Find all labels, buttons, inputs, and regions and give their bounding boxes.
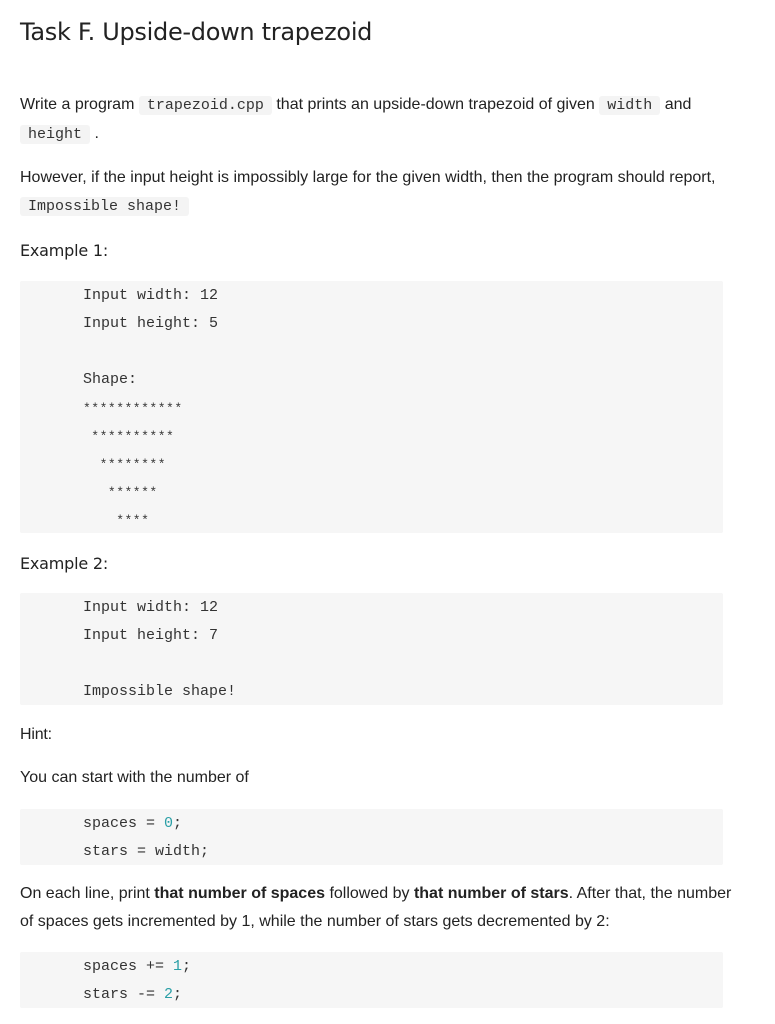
example2-input-height: Input height: 7 <box>83 627 219 644</box>
hint-codeblock <box>20 809 723 865</box>
update-codeblock <box>20 952 723 1008</box>
code-number: 0 <box>164 815 174 832</box>
intro-end: . <box>94 125 99 142</box>
height-code: height <box>20 125 90 144</box>
code-var: spaces <box>83 958 138 975</box>
each-line-paragraph <box>20 880 740 936</box>
impossible-code: Impossible shape! <box>20 197 189 216</box>
example1-input-height: Input height: 5 <box>83 315 219 332</box>
shape-row: **** <box>83 513 150 528</box>
code-semicolon: ; <box>182 958 192 975</box>
width-code: width <box>599 96 660 115</box>
intro-text-2: that prints an upside-down trapezoid of given <box>276 96 595 113</box>
intro-and: and <box>664 96 692 113</box>
code-op: = <box>137 815 165 832</box>
each-line-bold-2: that number of stars <box>413 885 569 902</box>
shape-row: ************ <box>83 401 183 416</box>
hint-label: Hint: <box>20 726 52 743</box>
code-op: += <box>137 958 174 975</box>
code-var: stars <box>83 986 129 1003</box>
intro-text-1: Write a program <box>20 96 135 113</box>
example1-label: Example 1: <box>20 241 109 260</box>
example2-label: Example 2: <box>20 554 109 573</box>
shape-row: ******** <box>83 457 167 472</box>
code-op: -= <box>128 986 165 1003</box>
code-line-stars-update <box>83 986 182 1003</box>
however-text: However, if the input height is impossibly large for the given width, then the program should report, <box>20 169 716 186</box>
code-line-spaces-update <box>83 958 191 975</box>
code-line-spaces-init <box>83 815 182 832</box>
example1-input-width: Input width: 12 <box>83 287 219 304</box>
example2-input-width: Input width: 12 <box>83 599 219 616</box>
code-semicolon: ; <box>173 986 183 1003</box>
example1-codeblock <box>20 281 723 533</box>
page-title: Task F. Upside-down trapezoid <box>20 18 373 46</box>
each-line-text-1: On each line, print <box>20 885 155 902</box>
each-line-bold-1: that number of spaces <box>154 885 325 902</box>
each-line-text-2: followed by <box>325 885 414 902</box>
intro-paragraph <box>20 91 740 149</box>
code-number: 2 <box>164 986 174 1003</box>
filename-code: trapezoid.cpp <box>139 96 272 115</box>
however-paragraph <box>20 164 740 221</box>
shape-row: ********** <box>83 429 175 444</box>
each-line-text-3: . After that, the number of spaces gets incremented by 1, while the number of stars gets decremented by 2: <box>20 885 732 930</box>
code-number: 1 <box>173 958 183 975</box>
example2-codeblock <box>20 593 723 705</box>
example1-shape-label: Shape: <box>83 371 138 388</box>
shape-row: ****** <box>83 485 158 500</box>
code-semicolon: ; <box>173 815 183 832</box>
code-line-stars-init: stars = width; <box>83 843 210 860</box>
hint-paragraph: You can start with the number of <box>20 769 249 786</box>
code-var: spaces <box>83 815 138 832</box>
example2-output: Impossible shape! <box>83 683 237 700</box>
